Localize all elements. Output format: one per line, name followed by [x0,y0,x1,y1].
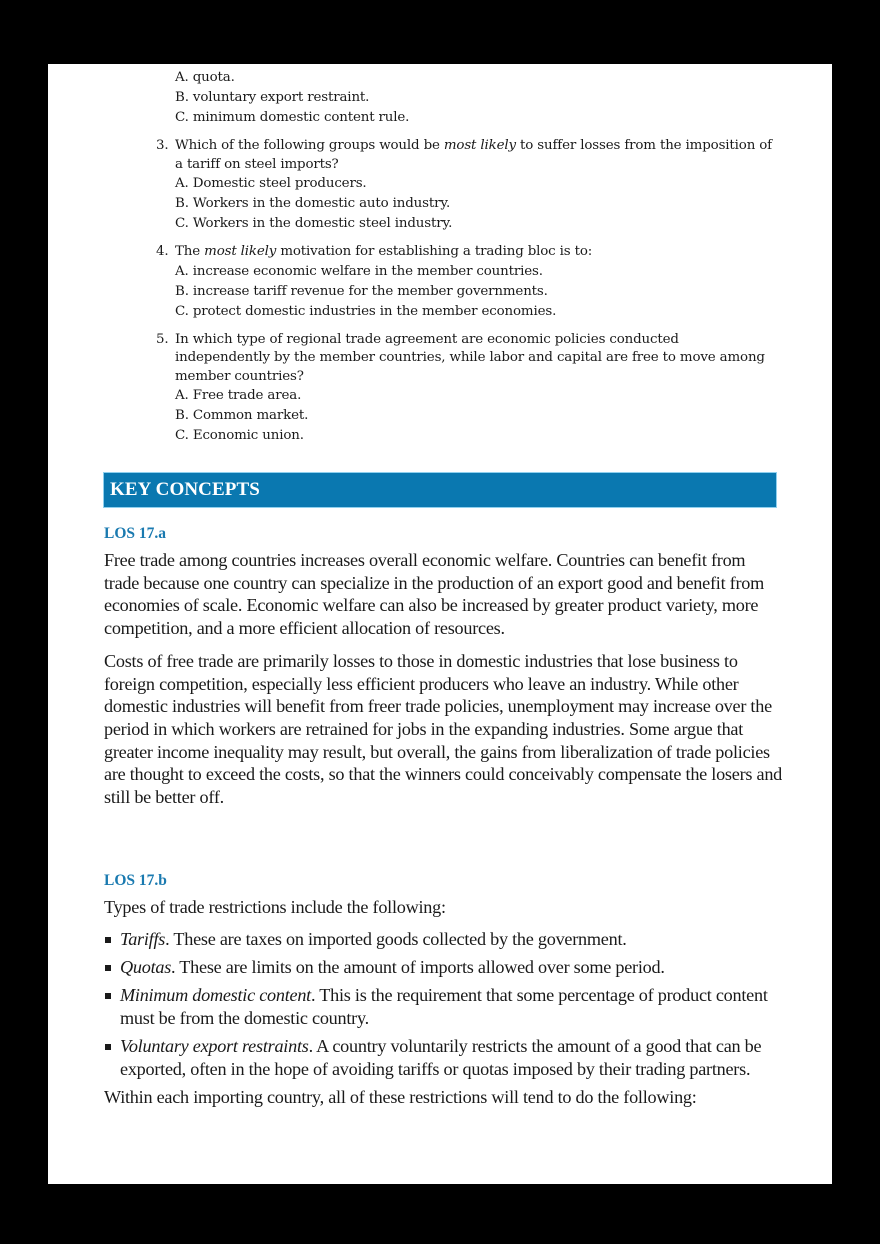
list-item-minimum-domestic-content: Minimum domestic content. This is the requirement that some percentage of product content must be from the domestic country. [104,984,784,1029]
choice-a: A. Free trade area. [175,388,302,403]
list-item-voluntary-export-restraints: Voluntary export restraints. A country voluntarily restricts the amount of a good that can be exported, often in the hope of avoiding tariffs or quotas imposed by their trading partners. [104,1035,784,1080]
restriction-list [104,928,784,1081]
choice-b: B. voluntary export restraint. [175,90,370,105]
question-5 [156,331,776,447]
los-heading: LOS 17.a [104,525,167,542]
choice-b: B. Workers in the domestic auto industry. [175,196,451,211]
los-heading: LOS 17.b [104,872,167,889]
question-stem: Which of the following groups would be most likely to suffer losses from the imposition of a tariff on steel imports? [175,138,772,172]
question-number: 5. [156,331,169,347]
emphasis: most likely [204,244,277,259]
question-2-choices [156,68,776,128]
choice-c: C. Workers in the domestic steel industry. [175,216,453,231]
square-bullet-icon [104,1035,120,1080]
question-number: 3. [156,138,169,153]
question-stem: The most likely motivation for establishing a trading bloc is to: [175,244,593,259]
choice-a: A. quota. [175,70,235,85]
section-title: KEY CONCEPTS [110,479,260,500]
square-bullet-icon [104,928,120,951]
los-17a-section [104,524,784,809]
term: Minimum domestic content [120,985,311,1006]
intro-paragraph: Types of trade restrictions include the following: [104,897,446,917]
list-item-tariffs: Tariffs. These are taxes on imported goods collected by the government. [104,928,784,951]
question-4 [156,243,776,322]
term: Voluntary export restraints [120,1036,309,1057]
choice-a: A. Domestic steel producers. [175,176,367,191]
emphasis: most likely [443,138,516,153]
choice-b: B. Common market. [175,408,309,423]
review-questions [156,68,776,446]
square-bullet-icon [104,956,120,979]
los-17b-section [104,871,784,1109]
document-page [48,64,832,1184]
question-3 [156,137,776,234]
paragraph: Costs of free trade are primarily losses to those in domestic industries that lose business to foreign competition, especially less efficient producers who leave an industry. While other domestic industries will benefit from freer trade policies, unemployment may increase over the period in which workers are retrained for jobs in the expanding industries. Some argue that greater income inequality may result, but overall, the gains from liberalization of trade policies are thought to exceed the costs, so that the winners could conceivably compensate the losers and still be better off. [104,650,783,808]
choice-c: C. minimum domestic content rule. [175,110,410,125]
key-concepts-banner [104,473,776,507]
choice-b: B. increase tariff revenue for the member governments. [175,283,548,299]
paragraph: Free trade among countries increases overall economic welfare. Countries can benefit from trade because one country can specialize in the production of an export good and benefit from economies of scale. Economic welfare can also be increased by greater product variety, more competition, and a more efficient allocation of resources. [104,550,765,639]
choice-c: C. Economic union. [175,428,304,443]
choice-a: A. increase economic welfare in the member countries. [175,263,543,279]
choice-c: C. protect domestic industries in the member economies. [175,303,557,319]
list-item-quotas: Quotas. These are limits on the amount of imports allowed over some period. [104,956,784,979]
square-bullet-icon [104,984,120,1029]
term: Quotas [120,956,172,977]
term: Tariffs [120,928,166,949]
question-stem: In which type of regional trade agreement are economic policies conducted independently by the member countries, while labor and capital are free to move among member countries? [175,331,765,384]
question-number: 4. [156,244,169,259]
closing-paragraph: Within each importing country, all of these restrictions will tend to do the following: [104,1086,697,1107]
